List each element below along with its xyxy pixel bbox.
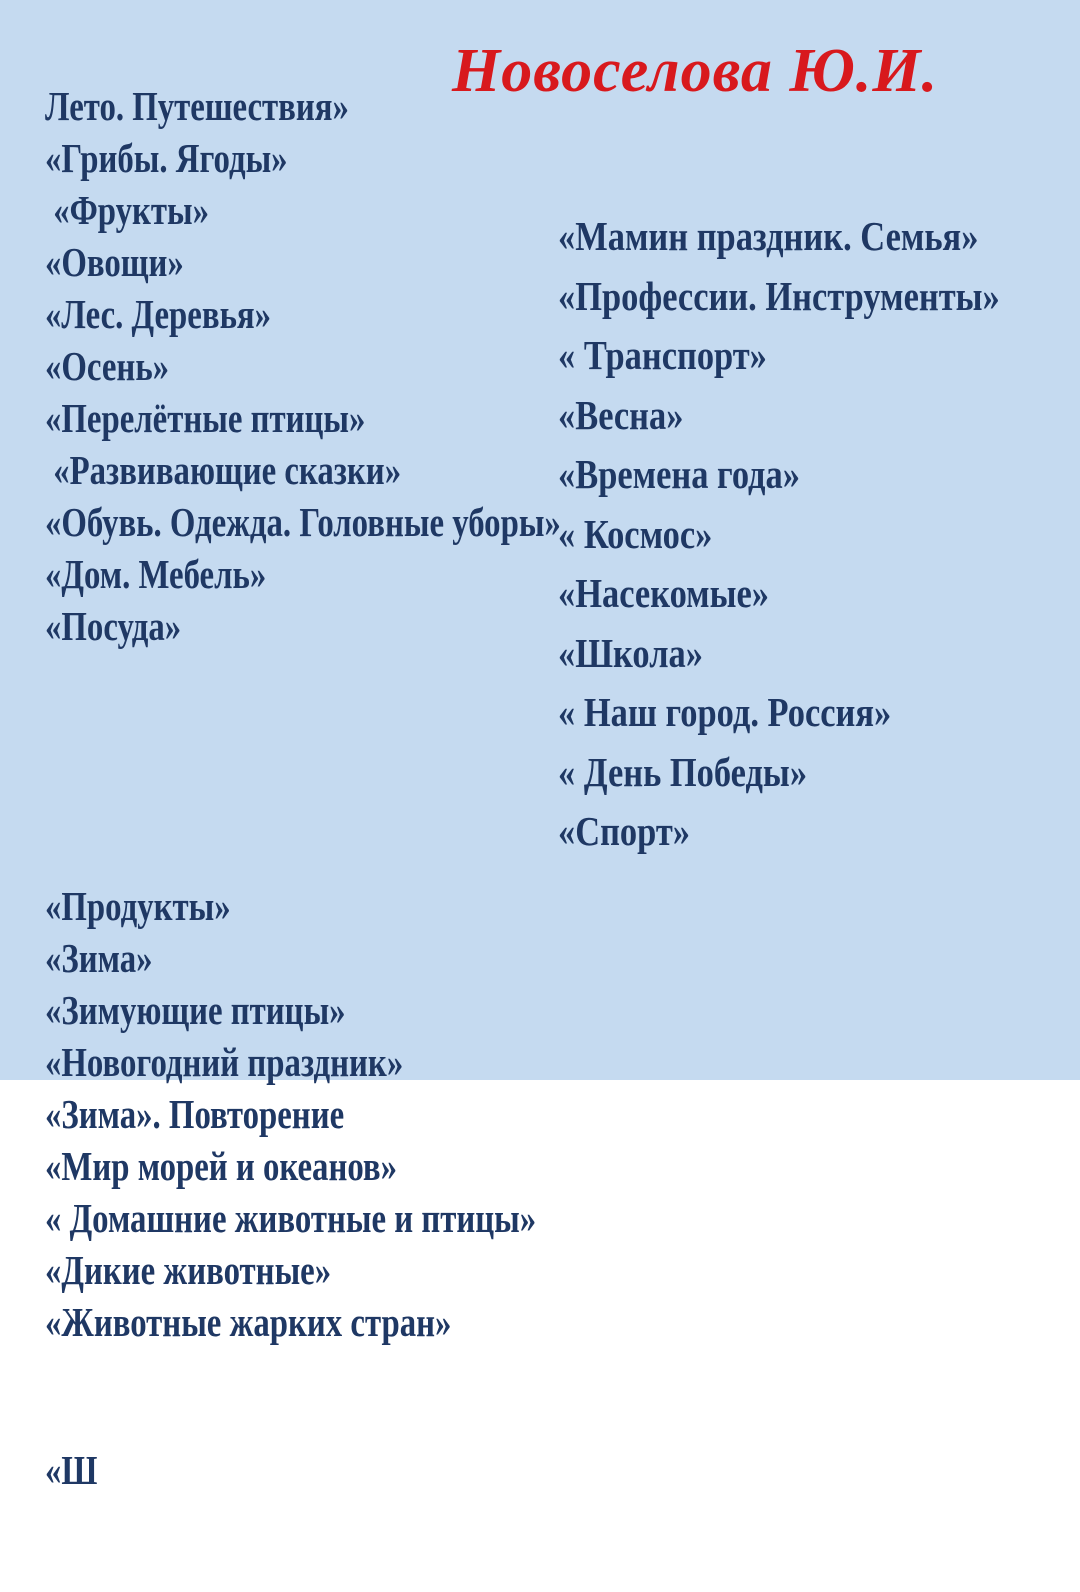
topic-item: « Космос» bbox=[558, 510, 713, 557]
topic-item: «Осень» bbox=[45, 343, 170, 389]
topics-left-group-2 bbox=[45, 880, 561, 1348]
paragraph-gap bbox=[45, 748, 561, 784]
topic-item: «Перелётные птицы» bbox=[45, 395, 366, 441]
topic-item: «Обувь. Одежда. Головные уборы» bbox=[45, 499, 561, 545]
topic-item: «Фрукты» bbox=[45, 187, 209, 233]
topic-item: «Времена года» bbox=[558, 451, 800, 497]
topic-item: «Мир морей и океанов» bbox=[45, 1143, 398, 1189]
topic-item-partial: «Ш bbox=[45, 1447, 98, 1493]
topics-left-column bbox=[45, 0, 561, 1592]
topic-item: «Дом. Мебель» bbox=[45, 551, 267, 597]
topic-item: «Спорт» bbox=[558, 808, 690, 854]
topic-item: «Грибы. Ягоды» bbox=[45, 135, 288, 181]
topic-item: Лето. Путешествия» bbox=[45, 83, 349, 129]
topic-item: « Наш город. Россия» bbox=[558, 689, 892, 735]
topic-item: «Новогодний праздник» bbox=[45, 1039, 404, 1085]
topic-item: «Развивающие сказки» bbox=[45, 447, 402, 493]
topic-item: « Домашние животные и птицы» bbox=[45, 1195, 537, 1241]
topic-item: «Школа» bbox=[558, 629, 703, 676]
author-title: Новоселова Ю.И. bbox=[452, 37, 939, 105]
topic-item: «Лес. Деревья» bbox=[45, 291, 272, 337]
topic-item: «Овощи» bbox=[45, 239, 184, 285]
topic-item: «Профессии. Инструменты» bbox=[558, 272, 1000, 319]
topic-item: «Весна» bbox=[558, 391, 684, 438]
topic-item: «Посуда» bbox=[45, 603, 182, 649]
topic-item: «Дикие животные» bbox=[45, 1247, 332, 1293]
topic-item: «Мамин праздник. Семья» bbox=[558, 213, 979, 259]
topic-item: «Зима». Повторение bbox=[45, 1091, 345, 1137]
topic-item: «Животные жарких стран» bbox=[45, 1299, 452, 1345]
topic-item: «Продукты» bbox=[45, 883, 231, 929]
topic-item: « Транспорт» bbox=[558, 332, 767, 378]
topic-item: « День Победы» bbox=[558, 748, 808, 795]
topic-item: «Насекомые» bbox=[558, 570, 770, 616]
topics-right-column bbox=[558, 207, 1000, 862]
topic-item: «Зима» bbox=[45, 935, 153, 981]
topic-item: «Зимующие птицы» bbox=[45, 987, 346, 1033]
topics-left-group-1 bbox=[45, 80, 561, 652]
